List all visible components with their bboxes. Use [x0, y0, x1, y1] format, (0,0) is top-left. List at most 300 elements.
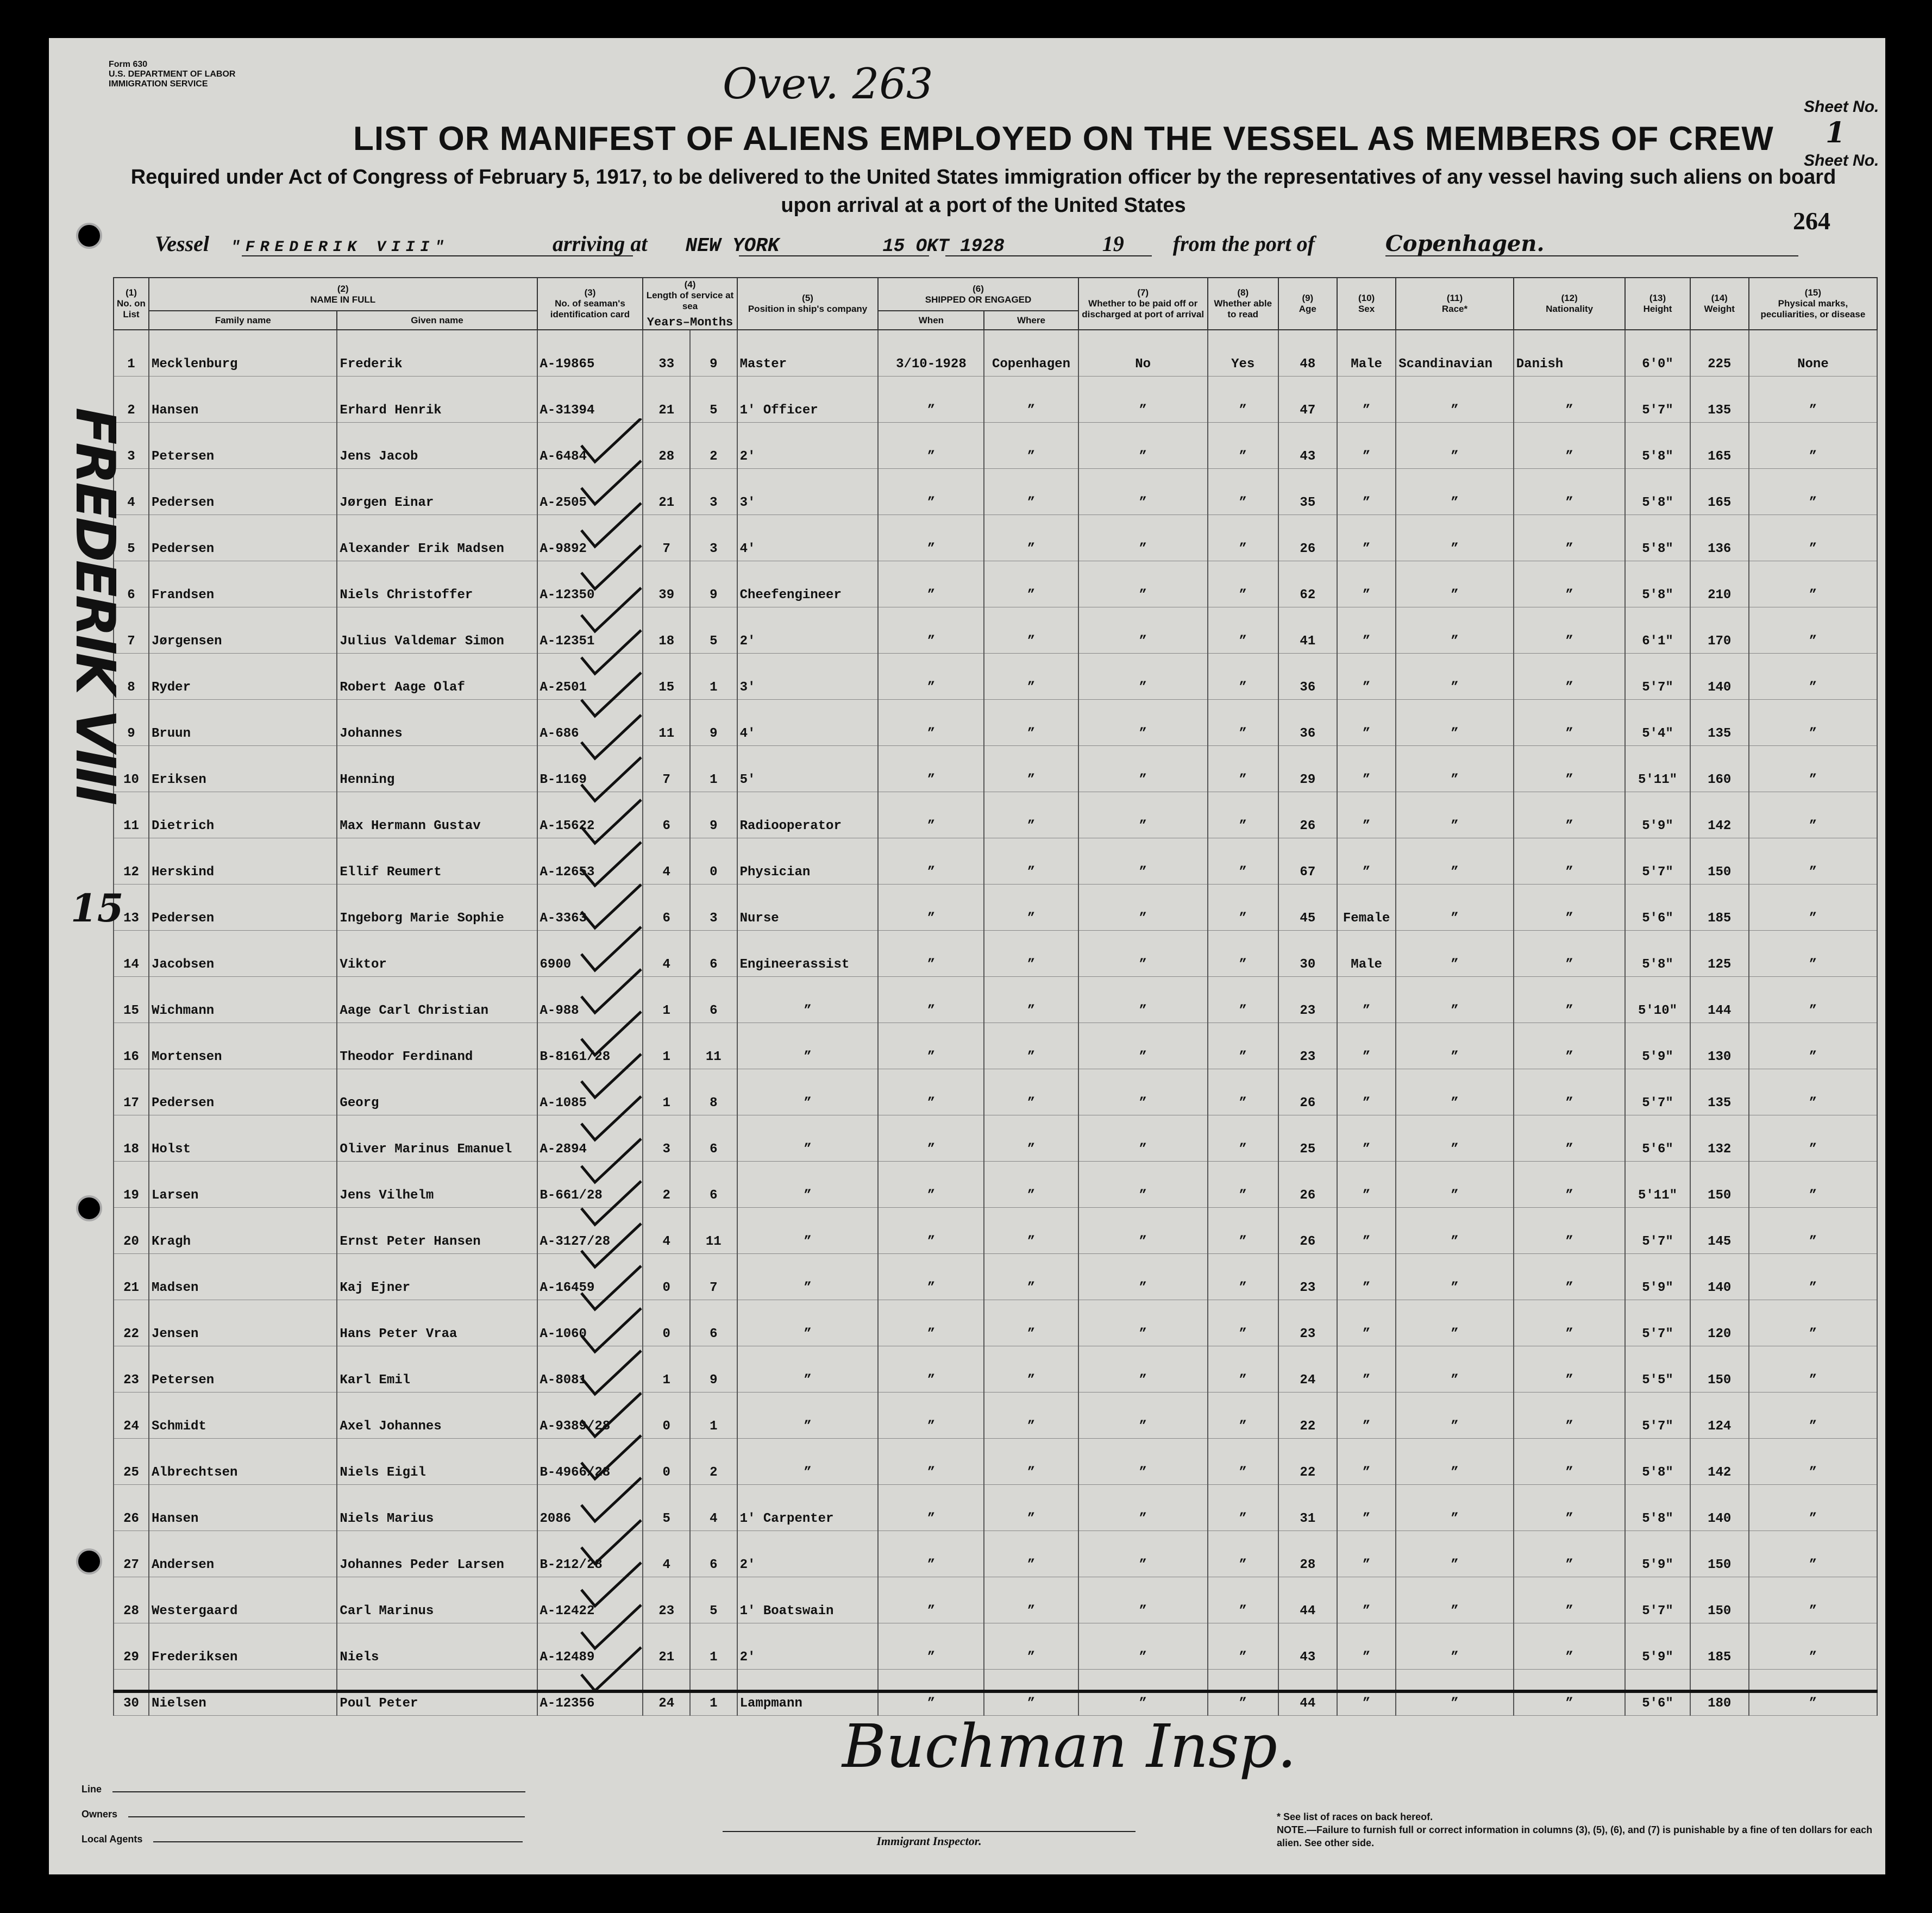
cell-nationality — [1514, 423, 1626, 469]
cell-position: 3' — [737, 654, 879, 700]
cell-age: 36 — [1278, 700, 1337, 746]
cell-height: 5'11" — [1625, 1162, 1690, 1208]
cell-age: 23 — [1278, 1254, 1337, 1300]
table-row — [114, 515, 1877, 561]
cell-family: Pedersen — [149, 1069, 337, 1115]
cell-years: 21 — [643, 377, 690, 423]
cell-weight: 125 — [1690, 931, 1749, 977]
table-row — [114, 1393, 1877, 1439]
cell-where — [984, 838, 1078, 885]
table-row — [114, 469, 1877, 515]
cell-nationality — [1514, 1300, 1626, 1346]
from-port-label: from the port of — [1172, 231, 1315, 256]
cell-marks — [1749, 931, 1877, 977]
cell-height: 5'11" — [1625, 746, 1690, 792]
cell-where — [984, 515, 1078, 561]
cell-race — [1396, 746, 1514, 792]
cell-when: 3/10-1928 — [878, 330, 984, 377]
cell-nationality — [1514, 1023, 1626, 1069]
cell-sex — [1337, 1162, 1396, 1208]
inspector-line: Immigrant Inspector. — [723, 1831, 1136, 1848]
cell-given: Alexander Erik Madsen — [337, 515, 537, 561]
cell-where — [984, 1023, 1078, 1069]
cell-age: 29 — [1278, 746, 1337, 792]
cell-sex: Male — [1337, 330, 1396, 377]
cell-card: A-12489 — [537, 1623, 643, 1670]
cell-weight: 185 — [1690, 885, 1749, 931]
cell-race — [1396, 1577, 1514, 1623]
cell-read — [1208, 700, 1278, 746]
cell-months: 2 — [690, 1439, 737, 1485]
cell-sex: Male — [1337, 931, 1396, 977]
cell-months: 1 — [690, 1670, 737, 1716]
col-header-service: (4) Length of service at sea Years–Months — [643, 278, 737, 330]
agents-label: Local Agents — [81, 1834, 143, 1845]
cell-sex — [1337, 654, 1396, 700]
cell-weight: 150 — [1690, 1577, 1749, 1623]
cell-nationality — [1514, 838, 1626, 885]
cell-given: Theodor Ferdinand — [337, 1023, 537, 1069]
footer-block — [81, 1777, 525, 1852]
cell-paid — [1078, 1439, 1208, 1485]
cell-family: Petersen — [149, 423, 337, 469]
handwritten-top-note: Ovev. 263 — [723, 60, 933, 109]
cell-given: Poul Peter — [337, 1670, 537, 1716]
cell-paid — [1078, 423, 1208, 469]
cell-height: 5'9" — [1625, 792, 1690, 838]
cell-where — [984, 1115, 1078, 1162]
cell-no: 7 — [114, 607, 149, 654]
cell-when — [878, 1623, 984, 1670]
cell-age: 22 — [1278, 1439, 1337, 1485]
table-row — [114, 931, 1877, 977]
cell-height: 5'7" — [1625, 377, 1690, 423]
cell-marks — [1749, 1023, 1877, 1069]
cell-marks — [1749, 1115, 1877, 1162]
manifest-sheet — [49, 38, 1885, 1874]
cell-age: 23 — [1278, 977, 1337, 1023]
cell-position: 2' — [737, 1623, 879, 1670]
cell-age: 62 — [1278, 561, 1337, 607]
cell-nationality — [1514, 1254, 1626, 1300]
cell-no: 17 — [114, 1069, 149, 1115]
table-row — [114, 654, 1877, 700]
cell-race — [1396, 1254, 1514, 1300]
col-header-name: (2) NAME IN FULL — [149, 278, 537, 311]
cell-height: 5'8" — [1625, 515, 1690, 561]
cell-race — [1396, 469, 1514, 515]
cell-years: 2 — [643, 1162, 690, 1208]
cell-marks — [1749, 838, 1877, 885]
cell-marks — [1749, 746, 1877, 792]
cell-family: Jørgensen — [149, 607, 337, 654]
cell-race — [1396, 1162, 1514, 1208]
cell-given: Ernst Peter Hansen — [337, 1208, 537, 1254]
cell-position: Nurse — [737, 885, 879, 931]
cell-sex — [1337, 469, 1396, 515]
cell-read — [1208, 1485, 1278, 1531]
cell-age: 48 — [1278, 330, 1337, 377]
cell-when — [878, 1162, 984, 1208]
cell-family: Larsen — [149, 1162, 337, 1208]
sheet-label-2: Sheet No. — [1804, 152, 1879, 170]
cell-marks — [1749, 1069, 1877, 1115]
cell-months: 6 — [690, 1162, 737, 1208]
cell-months: 9 — [690, 1346, 737, 1393]
cell-no: 21 — [114, 1254, 149, 1300]
cell-position — [737, 1254, 879, 1300]
cell-read — [1208, 1069, 1278, 1115]
cell-race — [1396, 1300, 1514, 1346]
cell-card: A-12351 — [537, 607, 643, 654]
cell-card: A-12356 — [537, 1670, 643, 1716]
cell-paid — [1078, 1254, 1208, 1300]
cell-race — [1396, 654, 1514, 700]
cell-card: A-8081 — [537, 1346, 643, 1393]
cell-where — [984, 654, 1078, 700]
cell-nationality — [1514, 377, 1626, 423]
cell-when — [878, 977, 984, 1023]
cell-height: 6'0" — [1625, 330, 1690, 377]
table-row — [114, 1300, 1877, 1346]
cell-given: Johannes Peder Larsen — [337, 1531, 537, 1577]
cell-sex — [1337, 1393, 1396, 1439]
cell-paid — [1078, 931, 1208, 977]
cell-years: 6 — [643, 885, 690, 931]
cell-card: A-3127/28 — [537, 1208, 643, 1254]
cell-card: A-2505 — [537, 469, 643, 515]
cell-height: 5'8" — [1625, 931, 1690, 977]
cell-card: B-8161/28 — [537, 1023, 643, 1069]
cell-race — [1396, 1393, 1514, 1439]
cell-paid — [1078, 654, 1208, 700]
table-row — [114, 746, 1877, 792]
cell-where — [984, 1300, 1078, 1346]
cell-years: 5 — [643, 1485, 690, 1531]
cell-no: 25 — [114, 1439, 149, 1485]
vessel-blank — [242, 255, 633, 256]
cell-where — [984, 700, 1078, 746]
cell-where — [984, 1531, 1078, 1577]
cell-years: 7 — [643, 746, 690, 792]
cell-when — [878, 700, 984, 746]
cell-read — [1208, 1300, 1278, 1346]
cell-family: Petersen — [149, 1346, 337, 1393]
cell-position: 5' — [737, 746, 879, 792]
cell-age: 23 — [1278, 1023, 1337, 1069]
date-stamp: 15 OKT 1928 — [882, 236, 1005, 257]
page-number: 264 — [1793, 207, 1830, 235]
cell-paid — [1078, 1346, 1208, 1393]
cell-marks — [1749, 515, 1877, 561]
cell-sex — [1337, 1069, 1396, 1115]
cell-nationality — [1514, 1393, 1626, 1439]
cell-nationality — [1514, 1623, 1626, 1670]
cell-card: A-2894 — [537, 1115, 643, 1162]
table-row — [114, 700, 1877, 746]
cell-marks — [1749, 1254, 1877, 1300]
cell-height: 5'7" — [1625, 1300, 1690, 1346]
cell-months: 6 — [690, 977, 737, 1023]
cell-weight: 210 — [1690, 561, 1749, 607]
sheet-number: 1 — [1826, 116, 1846, 149]
cell-read — [1208, 931, 1278, 977]
cell-given: Karl Emil — [337, 1346, 537, 1393]
cell-card: A-12350 — [537, 561, 643, 607]
col-header-sex: (10) Sex — [1337, 278, 1396, 330]
cell-when — [878, 1254, 984, 1300]
binder-hole — [76, 1195, 102, 1221]
cell-where — [984, 1346, 1078, 1393]
cell-when — [878, 838, 984, 885]
left-margin-annotation-2: 15 — [71, 886, 124, 931]
cell-paid — [1078, 700, 1208, 746]
cell-given: Robert Aage Olaf — [337, 654, 537, 700]
cell-where — [984, 377, 1078, 423]
cell-card: A-6484 — [537, 423, 643, 469]
cell-age: 30 — [1278, 931, 1337, 977]
table-row — [114, 561, 1877, 607]
cell-sex — [1337, 515, 1396, 561]
cell-years: 4 — [643, 931, 690, 977]
cell-height: 5'8" — [1625, 561, 1690, 607]
cell-nationality — [1514, 700, 1626, 746]
col-header-given: Given name — [337, 311, 537, 330]
table-row — [114, 377, 1877, 423]
cell-given: Kaj Ejner — [337, 1254, 537, 1300]
cell-height: 5'7" — [1625, 1069, 1690, 1115]
year-label: 19 — [1102, 231, 1124, 256]
cell-years: 4 — [643, 1208, 690, 1254]
cell-when — [878, 607, 984, 654]
cell-read — [1208, 469, 1278, 515]
cell-years: 21 — [643, 1623, 690, 1670]
cell-months: 3 — [690, 885, 737, 931]
cell-read — [1208, 1254, 1278, 1300]
table-row — [114, 1577, 1877, 1623]
cell-given: Axel Johannes — [337, 1393, 537, 1439]
cell-nationality — [1514, 1069, 1626, 1115]
cell-given: Erhard Henrik — [337, 377, 537, 423]
col-header-age: (9) Age — [1278, 278, 1337, 330]
cell-age: 26 — [1278, 515, 1337, 561]
cell-years: 1 — [643, 1346, 690, 1393]
cell-read — [1208, 838, 1278, 885]
cell-age: 36 — [1278, 654, 1337, 700]
cell-family: Westergaard — [149, 1577, 337, 1623]
cell-race — [1396, 561, 1514, 607]
cell-height: 5'4" — [1625, 700, 1690, 746]
cell-position — [737, 1069, 879, 1115]
cell-months: 9 — [690, 561, 737, 607]
cell-nationality — [1514, 515, 1626, 561]
cell-where — [984, 423, 1078, 469]
cell-weight: 150 — [1690, 1162, 1749, 1208]
cell-nationality — [1514, 1208, 1626, 1254]
cell-nationality — [1514, 1577, 1626, 1623]
department-label: U.S. DEPARTMENT OF LABOR — [109, 70, 236, 79]
cell-weight: 135 — [1690, 1069, 1749, 1115]
vessel-label: Vessel — [155, 231, 209, 256]
cell-race — [1396, 931, 1514, 977]
cell-no: 23 — [114, 1346, 149, 1393]
cell-given: Carl Marinus — [337, 1577, 537, 1623]
cell-card: A-9389/28 — [537, 1393, 643, 1439]
cell-weight: 165 — [1690, 469, 1749, 515]
cell-no: 22 — [114, 1300, 149, 1346]
crew-manifest-table — [113, 277, 1878, 1716]
cell-no: 6 — [114, 561, 149, 607]
cell-months: 1 — [690, 746, 737, 792]
cell-read — [1208, 423, 1278, 469]
table-row — [114, 1162, 1877, 1208]
cell-card: B-661/28 — [537, 1162, 643, 1208]
cell-years: 21 — [643, 469, 690, 515]
cell-age: 25 — [1278, 1115, 1337, 1162]
cell-nationality — [1514, 1485, 1626, 1531]
cell-when — [878, 1023, 984, 1069]
cell-paid — [1078, 515, 1208, 561]
table-row — [114, 607, 1877, 654]
page-title: LIST OR MANIFEST OF ALIENS EMPLOYED ON THE VESSEL AS MEMBERS OF CREW — [353, 120, 1774, 158]
col-header-read: (8) Whether able to read — [1208, 278, 1278, 330]
cell-race — [1396, 838, 1514, 885]
cell-read — [1208, 885, 1278, 931]
cell-position — [737, 977, 879, 1023]
cell-position: 3' — [737, 469, 879, 515]
cell-nationality — [1514, 469, 1626, 515]
cell-marks — [1749, 561, 1877, 607]
cell-read — [1208, 792, 1278, 838]
binder-hole — [76, 223, 102, 249]
cell-family: Andersen — [149, 1531, 337, 1577]
cell-sex — [1337, 1577, 1396, 1623]
table-row — [114, 792, 1877, 838]
cell-card: A-9892 — [537, 515, 643, 561]
cell-read — [1208, 561, 1278, 607]
cell-age: 23 — [1278, 1300, 1337, 1346]
cell-where — [984, 1393, 1078, 1439]
cell-months: 6 — [690, 1300, 737, 1346]
cell-family: Hansen — [149, 377, 337, 423]
cell-weight: 135 — [1690, 377, 1749, 423]
cell-years: 6 — [643, 792, 690, 838]
cell-position: 4' — [737, 700, 879, 746]
cell-where — [984, 746, 1078, 792]
cell-marks — [1749, 700, 1877, 746]
cell-age: 24 — [1278, 1346, 1337, 1393]
cell-family: Albrechtsen — [149, 1439, 337, 1485]
cell-where — [984, 1254, 1078, 1300]
cell-height: 5'9" — [1625, 1254, 1690, 1300]
cell-family: Frederiksen — [149, 1623, 337, 1670]
cell-read — [1208, 1115, 1278, 1162]
cell-years: 0 — [643, 1439, 690, 1485]
cell-sex — [1337, 1115, 1396, 1162]
cell-nationality — [1514, 607, 1626, 654]
cell-nationality — [1514, 1115, 1626, 1162]
cell-read — [1208, 1208, 1278, 1254]
table-row — [114, 1069, 1877, 1115]
cell-position: Cheefengineer — [737, 561, 879, 607]
cell-height: 5'7" — [1625, 838, 1690, 885]
cell-given: Ellif Reumert — [337, 838, 537, 885]
cell-position: Engineerassist — [737, 931, 879, 977]
arriving-label: arriving at — [553, 231, 648, 256]
cell-months: 1 — [690, 1623, 737, 1670]
cell-years: 1 — [643, 1023, 690, 1069]
cell-age: 26 — [1278, 1162, 1337, 1208]
form-identifier — [109, 60, 235, 89]
cell-months: 3 — [690, 469, 737, 515]
cell-nationality — [1514, 746, 1626, 792]
cell-no: 9 — [114, 700, 149, 746]
cell-weight: 144 — [1690, 977, 1749, 1023]
cell-years: 0 — [643, 1393, 690, 1439]
cell-position: 2' — [737, 423, 879, 469]
col-header-card: (3) No. of seaman's identification card — [537, 278, 643, 330]
cell-paid — [1078, 469, 1208, 515]
cell-nationality — [1514, 1346, 1626, 1393]
table-row — [114, 1254, 1877, 1300]
cell-no: 19 — [114, 1162, 149, 1208]
cell-height: 5'5" — [1625, 1346, 1690, 1393]
cell-sex — [1337, 1254, 1396, 1300]
cell-race: Scandinavian — [1396, 330, 1514, 377]
cell-when — [878, 1069, 984, 1115]
cell-marks — [1749, 1300, 1877, 1346]
cell-no: 4 — [114, 469, 149, 515]
cell-family: Pedersen — [149, 885, 337, 931]
cell-sex — [1337, 1300, 1396, 1346]
cell-race — [1396, 1115, 1514, 1162]
cell-where — [984, 931, 1078, 977]
cell-months: 5 — [690, 1577, 737, 1623]
cell-years: 28 — [643, 423, 690, 469]
vessel-line — [155, 231, 1544, 257]
cell-race — [1396, 515, 1514, 561]
footnote — [1277, 1810, 1874, 1849]
cell-where — [984, 1208, 1078, 1254]
cell-marks — [1749, 977, 1877, 1023]
cell-read — [1208, 1531, 1278, 1577]
cell-family: Schmidt — [149, 1393, 337, 1439]
cell-no: 14 — [114, 931, 149, 977]
cell-height: 5'10" — [1625, 977, 1690, 1023]
cell-read — [1208, 1623, 1278, 1670]
cell-where: Copenhagen — [984, 330, 1078, 377]
cell-given: Johannes — [337, 700, 537, 746]
cell-height: 5'7" — [1625, 1208, 1690, 1254]
cell-card: A-12422 — [537, 1577, 643, 1623]
cell-years: 1 — [643, 977, 690, 1023]
cell-where — [984, 1485, 1078, 1531]
cell-read — [1208, 515, 1278, 561]
cell-marks — [1749, 469, 1877, 515]
cell-no: 5 — [114, 515, 149, 561]
cell-read — [1208, 1439, 1278, 1485]
cell-card: A-686 — [537, 700, 643, 746]
cell-paid — [1078, 607, 1208, 654]
cell-position — [737, 1162, 879, 1208]
cell-months: 5 — [690, 607, 737, 654]
arriving-port: NEW YORK — [685, 235, 780, 257]
cell-weight: 120 — [1690, 1300, 1749, 1346]
cell-when — [878, 1485, 984, 1531]
form-number: Form 630 — [109, 60, 148, 69]
table-row — [114, 1115, 1877, 1162]
cell-sex — [1337, 746, 1396, 792]
